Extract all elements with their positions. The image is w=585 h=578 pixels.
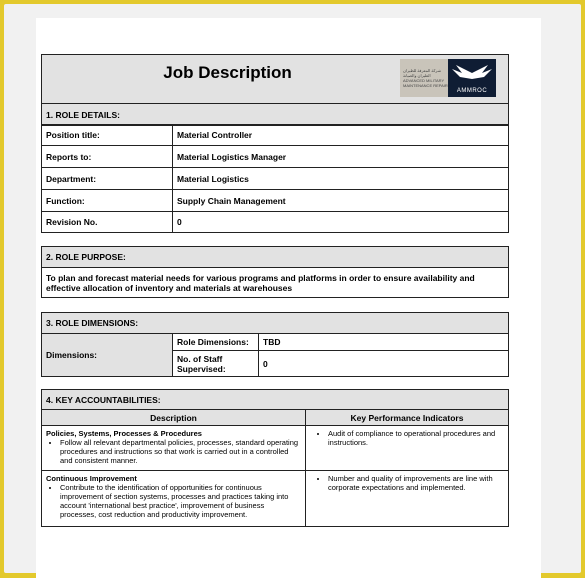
field-label: Reports to: (42, 146, 173, 168)
logo-wordmark: AMMROC (456, 88, 488, 94)
kpi-bullets (310, 429, 504, 447)
accountability-description (42, 471, 306, 527)
field-value: Material Logistics (173, 168, 509, 190)
accountability-bullet: • Follow all relevant departmental policies, processes, standard operating procedures and instructions so that work is carried out in a controlled and consistent manner. (60, 438, 301, 465)
company-logo (400, 59, 496, 97)
accountability-kpi (306, 471, 509, 527)
logo-text-line: MAINTENANCE REPAIR (403, 83, 448, 88)
accountability-title: Continuous Improvement (46, 474, 137, 483)
section-heading-role-details: 1. ROLE DETAILS: (42, 104, 509, 126)
field-label: Position title: (42, 125, 173, 146)
column-header-description: Description (42, 410, 306, 426)
accountability-bullets (46, 483, 301, 519)
field-label: Department: (42, 168, 173, 190)
logo-arabic-panel (400, 59, 448, 97)
kpi-bullet: • Audit of compliance to operational procedures and instructions. (328, 429, 504, 447)
title-table (41, 54, 509, 126)
title-cell (42, 55, 509, 104)
logo-text-line: ADVANCED MILITARY (403, 78, 445, 83)
dimensions-label: Dimensions: (42, 334, 173, 377)
section-heading-role-purpose: 2. ROLE PURPOSE: (42, 247, 509, 268)
field-value: 0 (173, 212, 509, 233)
field-value: Material Logistics Manager (173, 146, 509, 168)
field-label: Revision No. (42, 212, 173, 233)
field-label: Function: (42, 190, 173, 212)
accountability-description (42, 426, 306, 471)
logo-wing-panel (448, 59, 496, 97)
page-title: Job Description (163, 63, 292, 82)
role-purpose-table (41, 246, 509, 298)
field-value: Material Controller (173, 125, 509, 146)
dimension-value: 0 (259, 351, 509, 377)
kpi-bullet: • Number and quality of improvements are line with corporate expectations and implemented. (328, 474, 504, 492)
dimension-label: No. of Staff Supervised: (173, 351, 259, 377)
section-heading-key-accountabilities: 4. KEY ACCOUNTABILITIES: (42, 390, 509, 410)
key-accountabilities-table (41, 389, 509, 527)
kpi-bullets (310, 474, 504, 492)
role-purpose-text: To plan and forecast material needs for various programs and platforms in order to ensure availability and effective allocation of inventory and materials at warehouses (42, 268, 509, 298)
accountability-kpi (306, 426, 509, 471)
role-dimensions-table (41, 312, 509, 377)
role-details-table (41, 124, 509, 233)
accountability-bullet: • Contribute to the identification of opportunities for continuous improvement of section systems, processes and practices taking into account 'international best practice', improvement of business processes, cost reduction and productivity improvement. (60, 483, 301, 519)
accountability-bullets (46, 438, 301, 465)
field-value: Supply Chain Management (173, 190, 509, 212)
dimension-value: TBD (259, 334, 509, 351)
logo-text-line: شركة المعرفة للطيران (403, 68, 441, 73)
logo-text-line: الطيران والصيانة (403, 73, 431, 78)
dimension-label: Role Dimensions: (173, 334, 259, 351)
column-header-kpi: Key Performance Indicators (306, 410, 509, 426)
accountability-title: Policies, Systems, Processes & Procedures (46, 429, 202, 438)
section-heading-role-dimensions: 3. ROLE DIMENSIONS: (42, 313, 509, 334)
